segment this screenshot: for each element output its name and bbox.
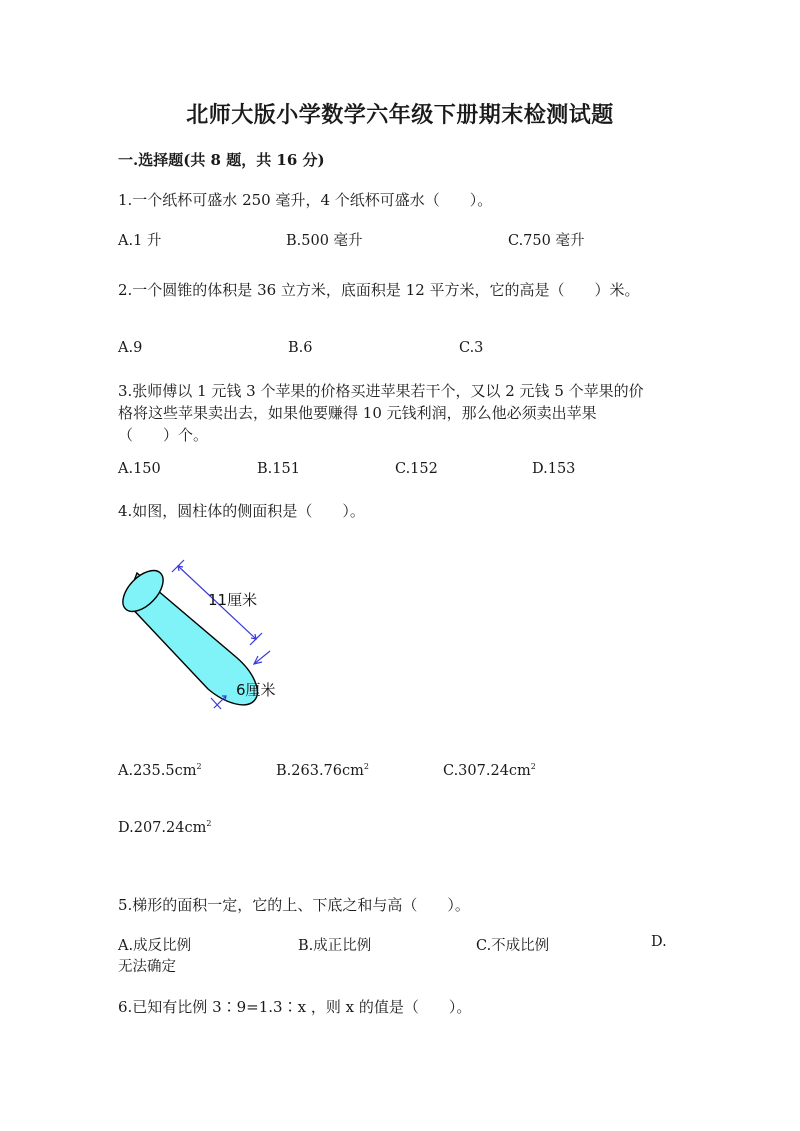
question-stem: 1.一个纸杯可盛水 250 毫升，4 个纸杯可盛水（ ）。 xyxy=(118,191,493,209)
question-stem: 2.一个圆锥的体积是 36 立方米，底面积是 12 平方米，它的高是（ ）米。 xyxy=(118,281,640,299)
option-b: B.成正比例 xyxy=(298,938,372,954)
section-heading: 一.选择题(共 8 题，共 16 分) xyxy=(118,151,325,169)
diameter-label: 6厘米 xyxy=(236,681,276,699)
cylinder-figure xyxy=(110,555,310,720)
option-c: C.3 xyxy=(459,340,484,356)
length-label: 11厘米 xyxy=(208,591,258,609)
question-stem-line-2: 格将这些苹果卖出去，如果他要赚得 10 元钱利润，那么他必须卖出苹果 xyxy=(118,404,597,422)
option-a: A.1 升 xyxy=(118,233,162,249)
option-b: B.6 xyxy=(288,340,313,356)
option-d-continued: 无法确定 xyxy=(118,959,176,975)
option-c: $C.307.24cm^2$ xyxy=(443,762,536,779)
option-c: C.不成比例 xyxy=(476,938,550,954)
question-stem: 5.梯形的面积一定，它的上、下底之和与高（ ）。 xyxy=(118,896,470,914)
option-b: $B.263.76cm^2$ xyxy=(276,762,369,779)
page-title: 北师大版小学数学六年级下册期末检测试题 xyxy=(186,102,614,128)
question-stem-line-1: 3.张师傅以 1 元钱 3 个苹果的价格买进苹果若干个，又以 2 元钱 5 个苹果的价 xyxy=(118,382,644,400)
question-stem-line-3: （ ）个。 xyxy=(118,426,209,444)
option-a: A.9 xyxy=(118,340,143,356)
option-c: C.750 毫升 xyxy=(508,233,585,249)
option-d: D. xyxy=(651,934,667,950)
option-a: $A.235.5cm^2$ xyxy=(118,762,202,779)
option-a: A.成反比例 xyxy=(118,938,192,954)
option-d: D.153 xyxy=(532,461,576,477)
option-c: C.152 xyxy=(395,461,438,477)
option-b: B.500 毫升 xyxy=(286,233,363,249)
question-stem: 6.已知有比例 3∶9=1.3∶x ，则 x 的值是（ ）。 xyxy=(118,998,472,1016)
option-b: B.151 xyxy=(257,461,300,477)
option-d: $D.207.24cm^2$ xyxy=(118,819,212,836)
question-stem: 4.如图，圆柱体的侧面积是（ ）。 xyxy=(118,502,365,520)
option-a: A.150 xyxy=(118,461,161,477)
